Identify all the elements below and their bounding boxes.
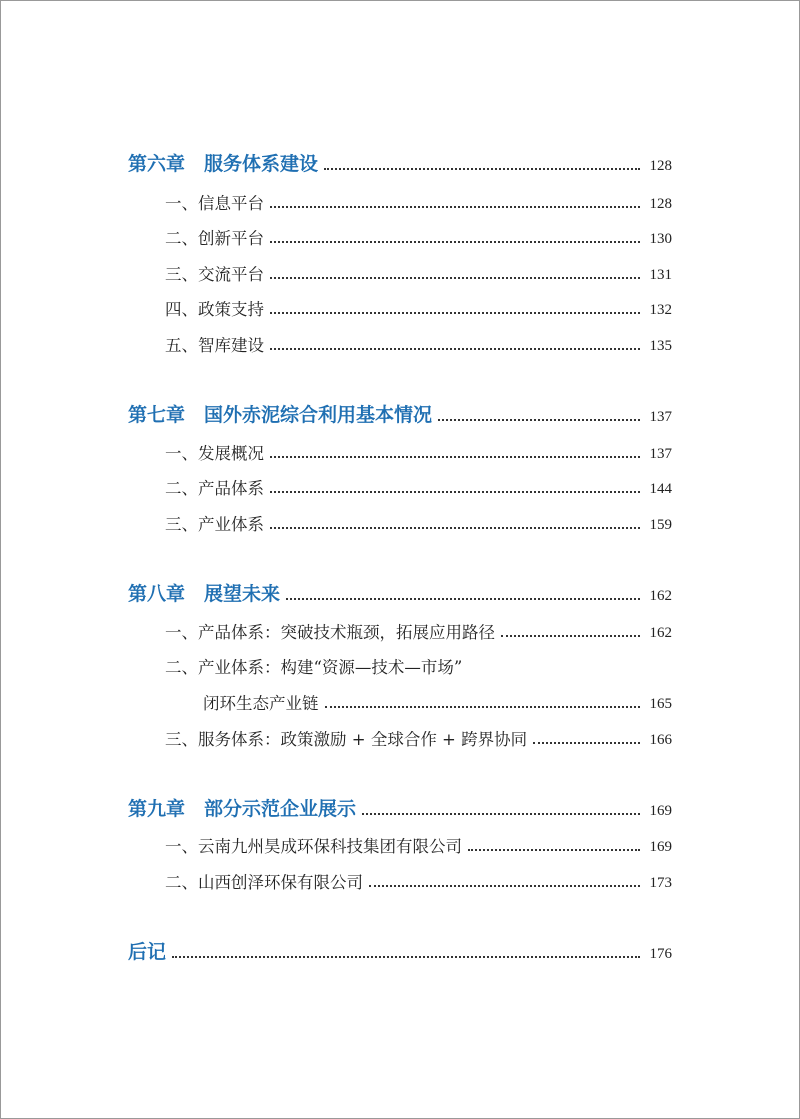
page-number: 137 xyxy=(649,446,672,462)
page-number: 128 xyxy=(649,196,672,212)
section-title: 三、产业体系 xyxy=(165,515,264,534)
toc-entry-continuation[interactable] xyxy=(203,684,672,714)
dot-leader xyxy=(286,597,640,600)
section-title: 一、信息平台 xyxy=(165,194,264,213)
dot-leader xyxy=(270,311,640,314)
page-number: 162 xyxy=(649,625,672,641)
dot-leader xyxy=(501,634,640,637)
dot-leader xyxy=(369,884,640,887)
dot-leader xyxy=(324,167,640,170)
page-number: 165 xyxy=(649,696,672,712)
dot-leader xyxy=(533,741,640,744)
dot-leader xyxy=(468,848,640,851)
page-number: 159 xyxy=(649,517,672,533)
dot-leader xyxy=(172,955,640,958)
toc-entry[interactable] xyxy=(165,326,672,356)
dot-leader xyxy=(438,418,640,421)
section-title: 一、云南九州昊成环保科技集团有限公司 xyxy=(165,837,462,856)
dot-leader xyxy=(270,240,640,243)
chapter-title: 第九章 部分示范企业展示 xyxy=(128,798,357,820)
page-number: 131 xyxy=(649,267,672,283)
page-number: 176 xyxy=(649,946,672,962)
page-number: 144 xyxy=(649,481,672,497)
dot-leader xyxy=(270,205,640,208)
page-number: 128 xyxy=(649,158,672,174)
section-title: 闭环生态产业链 xyxy=(203,694,319,713)
section-title: 一、产品体系：突破技术瓶颈，拓展应用路径 xyxy=(165,623,495,642)
section-title: 一、发展概况 xyxy=(165,444,264,463)
dot-leader xyxy=(325,705,641,708)
toc-entry[interactable] xyxy=(165,434,672,464)
toc-chapter-8[interactable] xyxy=(128,576,672,606)
section-title: 二、产业体系：构建“资源—技术—市场” xyxy=(165,658,463,677)
chapter-title: 后记 xyxy=(128,941,167,963)
toc-entry[interactable] xyxy=(165,290,672,320)
page-number: 169 xyxy=(649,839,672,855)
dot-leader xyxy=(362,812,640,815)
section-title: 三、交流平台 xyxy=(165,265,264,284)
page-number: 135 xyxy=(649,338,672,354)
section-title: 五、智库建设 xyxy=(165,336,264,355)
page-number: 162 xyxy=(649,588,672,604)
page-number: 132 xyxy=(649,302,672,318)
dot-leader xyxy=(270,526,640,529)
dot-leader xyxy=(270,276,640,279)
dot-leader xyxy=(270,490,640,493)
page-number: 166 xyxy=(649,732,672,748)
toc-entry[interactable] xyxy=(165,613,672,643)
toc-chapter-9[interactable] xyxy=(128,791,672,821)
toc-entry[interactable] xyxy=(165,184,672,214)
chapter-title: 第六章 服务体系建设 xyxy=(128,153,319,175)
section-title: 三、服务体系：政策激励 + 全球合作 + 跨界协同 xyxy=(165,730,528,749)
dot-leader xyxy=(270,455,640,458)
toc-entry[interactable] xyxy=(165,469,672,499)
toc-entry[interactable] xyxy=(165,827,672,857)
toc-chapter-6[interactable] xyxy=(128,146,672,176)
page-number: 137 xyxy=(649,409,672,425)
toc-entry[interactable] xyxy=(165,219,672,249)
toc-entry[interactable] xyxy=(165,720,672,750)
section-title: 四、政策支持 xyxy=(165,300,264,319)
section-title: 二、产品体系 xyxy=(165,479,264,498)
page-number: 173 xyxy=(649,875,672,891)
toc-entry[interactable] xyxy=(165,255,672,285)
toc-afterword[interactable] xyxy=(128,934,672,964)
section-title: 二、创新平台 xyxy=(165,229,264,248)
toc-entry[interactable] xyxy=(165,505,672,535)
toc-chapter-7[interactable] xyxy=(128,397,672,427)
page-number: 130 xyxy=(649,231,672,247)
section-title: 二、山西创泽环保有限公司 xyxy=(165,873,363,892)
dot-leader xyxy=(270,347,640,350)
chapter-title: 第七章 国外赤泥综合利用基本情况 xyxy=(128,404,433,426)
toc-entry[interactable] xyxy=(165,863,672,893)
chapter-title: 第八章 展望未来 xyxy=(128,583,281,605)
page-number: 169 xyxy=(649,803,672,819)
toc-entry-first-line[interactable] xyxy=(165,648,672,678)
